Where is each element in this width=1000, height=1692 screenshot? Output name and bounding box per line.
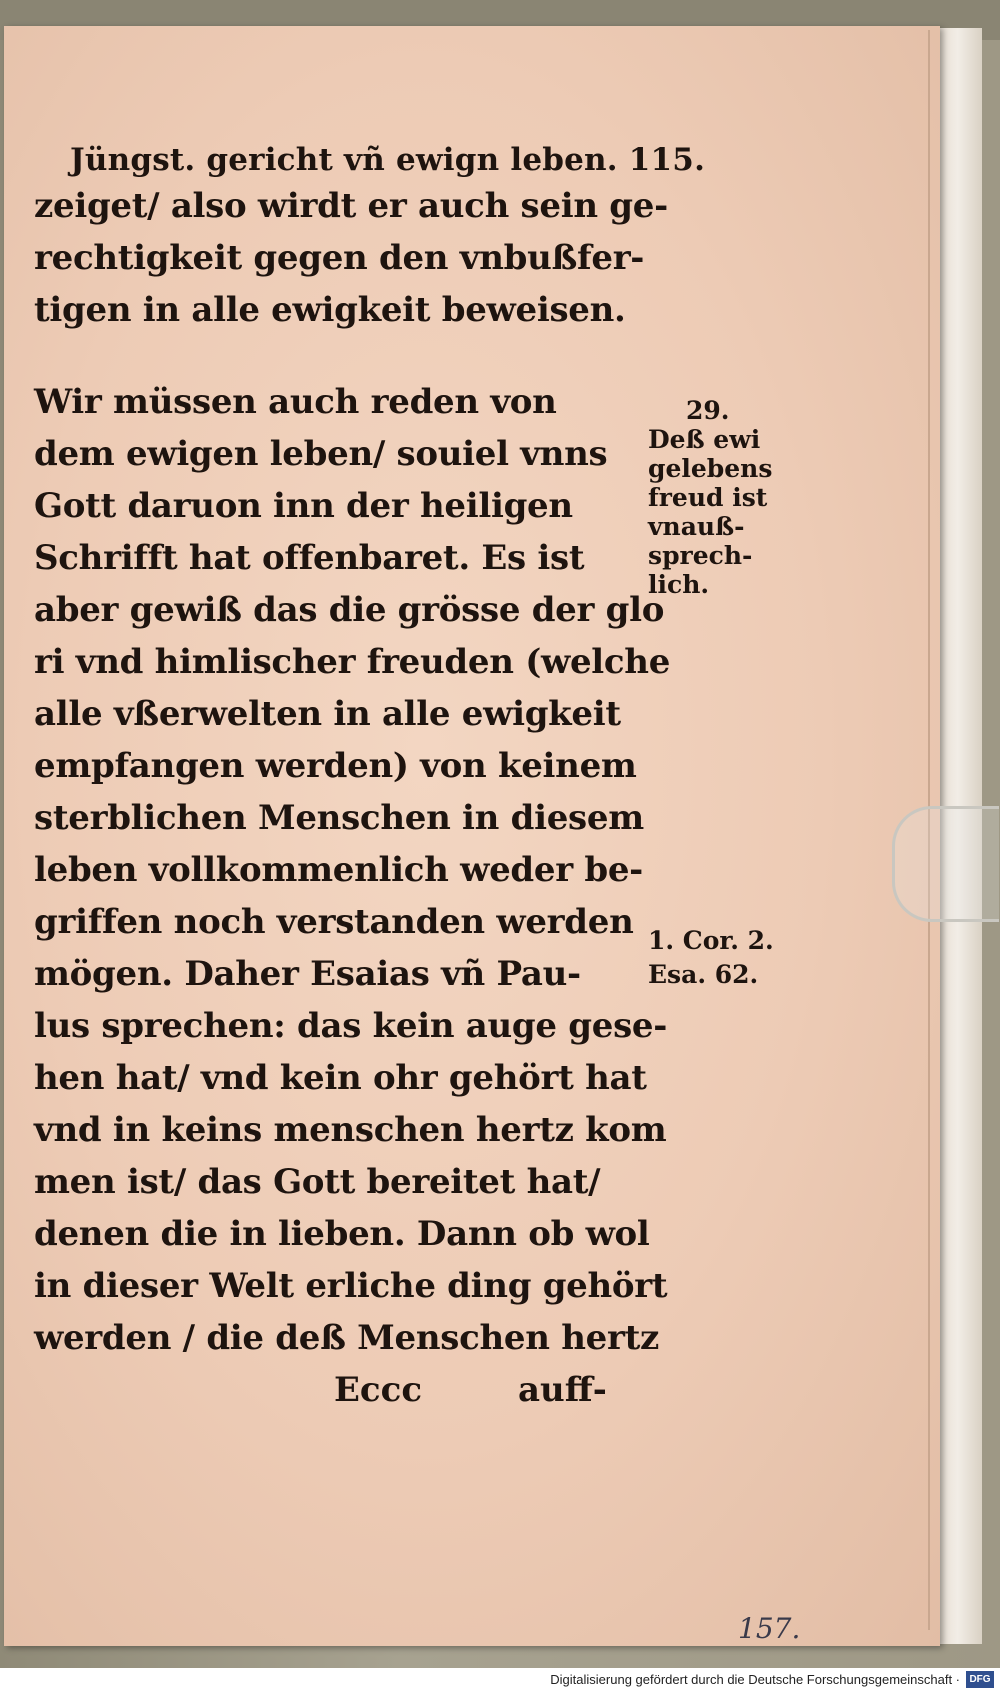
dfg-logo-icon: DFG bbox=[966, 1671, 994, 1688]
margin-note-line: Deß ewi bbox=[648, 425, 761, 454]
margin-note-line: freud ist bbox=[648, 483, 768, 512]
text-line: alle vßerwelten in alle ewigkeit bbox=[34, 694, 621, 734]
signature-mark: Eccc bbox=[334, 1370, 423, 1410]
handwritten-folio: 157. bbox=[738, 1612, 801, 1645]
margin-note-number: 29. bbox=[686, 396, 730, 425]
margin-note-line: Esa. 62. bbox=[648, 960, 759, 989]
text-line: lus sprechen: das kein auge gese- bbox=[34, 1006, 668, 1046]
footer-bar bbox=[0, 1668, 1000, 1692]
margin-note-line: vnauß- bbox=[648, 512, 745, 541]
margin-note-line: 1. Cor. 2. bbox=[648, 926, 774, 955]
text-line: in dieser Welt erliche ding gehört bbox=[34, 1266, 668, 1306]
text-line: aber gewiß das die grösse der glo bbox=[34, 590, 665, 630]
margin-note-references bbox=[648, 924, 774, 992]
paragraph-1 bbox=[34, 180, 668, 336]
catchword: auff- bbox=[518, 1370, 607, 1410]
funding-credit: Digitalisierung gefördert durch die Deutsche Forschungsgemeinschaft · bbox=[550, 1672, 960, 1687]
margin-note-line: sprech- bbox=[648, 541, 753, 570]
text-line: leben vollkommenlich weder be- bbox=[34, 850, 643, 890]
clasp-icon bbox=[892, 806, 999, 922]
text-line: Schrifft hat offenbaret. Es ist bbox=[34, 538, 585, 578]
text-line: sterblichen Menschen in diesem bbox=[34, 798, 644, 838]
text-line: empfangen werden) von keinem bbox=[34, 746, 637, 786]
text-line: werden / die deß Menschen hertz bbox=[34, 1318, 659, 1358]
text-line: men ist/ das Gott bereitet hat/ bbox=[34, 1162, 601, 1202]
text-line: mögen. Daher Esaias vñ Pau- bbox=[34, 954, 581, 994]
text-line: vnd in keins menschen hertz kom bbox=[34, 1110, 667, 1150]
margin-note-line: lich. bbox=[648, 570, 710, 599]
running-head: Jüngst. gericht vñ ewign leben. 115. bbox=[70, 142, 706, 178]
text-line: zeiget/ also wirdt er auch sein ge- bbox=[34, 186, 668, 226]
text-line: griffen noch verstanden werden bbox=[34, 902, 634, 942]
text-line: Gott daruon inn der heiligen bbox=[34, 486, 573, 526]
text-line: tigen in alle ewigkeit beweisen. bbox=[34, 290, 626, 330]
margin-note-29 bbox=[648, 396, 772, 599]
catchword-line bbox=[334, 1364, 646, 1416]
text-line: ri vnd himlischer freuden (welche bbox=[34, 642, 671, 682]
margin-note-line: gelebens bbox=[648, 454, 773, 483]
text-line: denen die in lieben. Dann ob wol bbox=[34, 1214, 650, 1254]
text-line: rechtigkeit gegen den vnbußfer- bbox=[34, 238, 645, 278]
text-line: Wir müssen auch reden von bbox=[34, 382, 557, 422]
text-line: hen hat/ vnd kein ohr gehört hat bbox=[34, 1058, 647, 1098]
paragraph-2 bbox=[34, 376, 671, 1364]
text-line: dem ewigen leben/ souiel vnns bbox=[34, 434, 608, 474]
